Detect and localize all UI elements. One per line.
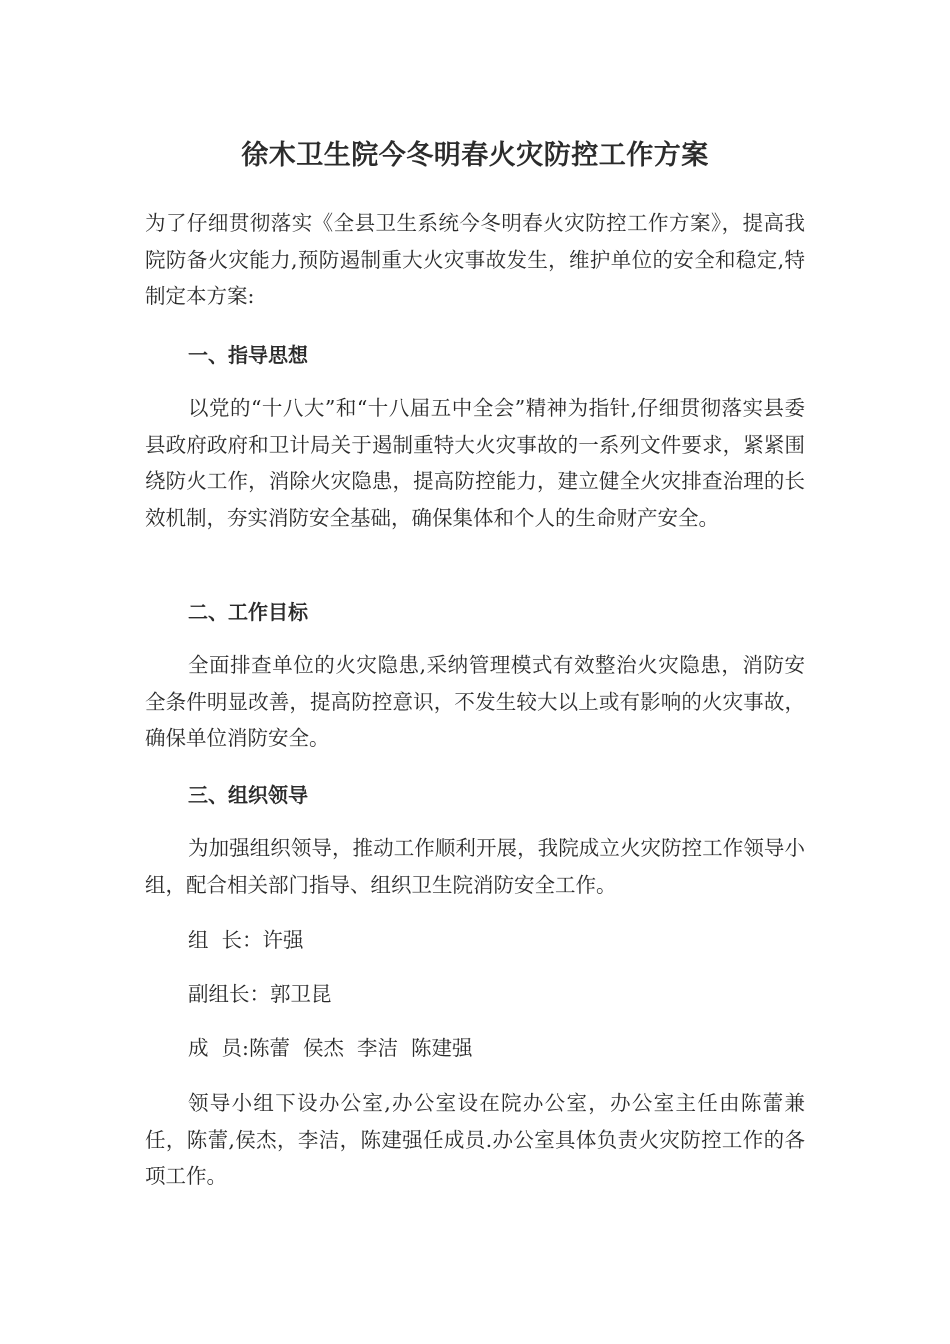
office-paragraph: 领导小组下设办公室,办公室设在院办公室，办公室主任由陈蕾兼任，陈蕾,侯杰，李洁，陈建强任成员.办公室具体负责火灾防控工作的各项工作。	[145, 1091, 805, 1188]
section-heading-guiding-ideology: 一、指导思想	[188, 343, 308, 367]
section-body-guiding-ideology: 以党的“十八大”和“十八届五中全会”精神为指针,仔细贯彻落实县委县政府政府和卫计局关于遏制重特大火灾事故的一系列文件要求，紧紧围绕防火工作，消除火灾隐患，提高防控能力，建立健全火灾排查治理的长效机制，夯实消防安全基础，确保集体和个人的生命财产安全。	[145, 396, 805, 530]
section-heading-organization: 三、组织领导	[188, 783, 308, 807]
intro-paragraph: 为了仔细贯彻落实《全县卫生系统今冬明春火灾防控工作方案》，提高我院防备火灾能力,预防遏制重大火灾事故发生，维护单位的安全和稳定,特制定本方案:	[145, 211, 805, 308]
section-body-work-goals: 全面排查单位的火灾隐患,采纳管理模式有效整治火灾隐患，消防安全条件明显改善，提高防控意识，不发生较大以上或有影响的火灾事故，确保单位消防安全。	[145, 653, 805, 750]
deputy-leader-line: 副组长：郭卫昆	[188, 982, 332, 1006]
section-heading-work-goals: 二、工作目标	[188, 600, 308, 624]
document-title: 徐木卫生院今冬明春火灾防控工作方案	[241, 140, 709, 171]
members-line: 成 员:陈蕾 侯杰 李洁 陈建强	[188, 1036, 473, 1060]
section-body-organization: 为加强组织领导，推动工作顺利开展，我院成立火灾防控工作领导小组，配合相关部门指导、组织卫生院消防安全工作。	[145, 836, 805, 897]
group-leader-line: 组 长：许强	[188, 928, 304, 952]
